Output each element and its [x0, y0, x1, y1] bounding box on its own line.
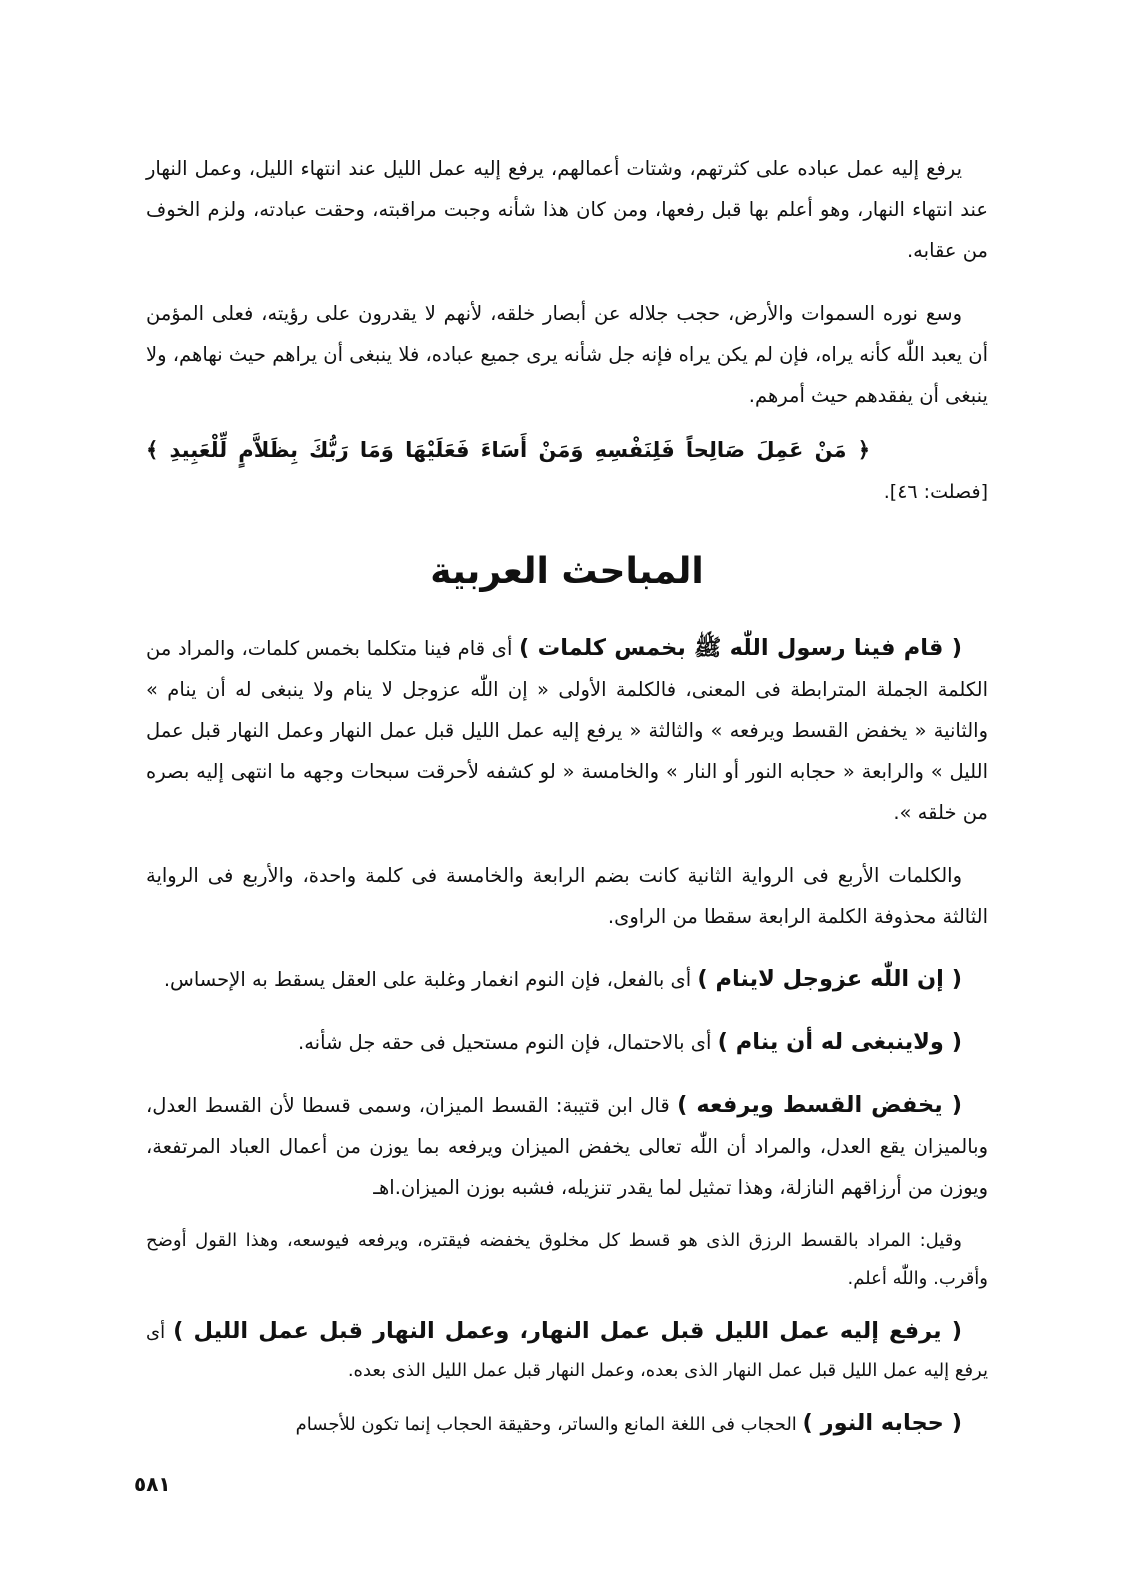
- paragraph-text: أى يرفع إليه عمل الليل قبل عمل النهار الذى بعده، وعمل النهار قبل عمل الليل الذى بعده.: [146, 1322, 988, 1381]
- paragraph-text: الحجاب فى اللغة المانع والساتر، وحقيقة الحجاب إنما تكون للأجسام: [295, 1414, 797, 1435]
- paragraph-text: أى بالاحتمال، فإن النوم مستحيل فى حقه جل شأنه.: [298, 1031, 712, 1054]
- paragraph: [146, 855, 988, 937]
- keyword-phrase: ( إن اللّٰه عزوجل لاينام ): [697, 966, 962, 992]
- paragraph: [146, 1222, 988, 1298]
- keyword-phrase: ( يرفع إليه عمل الليل قبل عمل النهار، وعمل النهار قبل عمل الليل ): [173, 1318, 963, 1344]
- keyword-phrase: ( يخفض القسط ويرفعه ): [677, 1092, 962, 1118]
- paragraph: [146, 1312, 988, 1390]
- section-heading: المباحث العربية: [430, 551, 704, 592]
- paragraph: [146, 293, 988, 416]
- verse-text: ﴿ مَنْ عَمِلَ صَالِحاً فَلِنَفْسِهِ وَمَنْ أَسَاءَ فَعَلَيْهَا وَمَا رَبُّكَ بِظَلاَّمٍ لِّلْعَبِيدِ ﴾: [146, 438, 870, 462]
- paragraph-text: وسع نوره السموات والأرض، حجب جلاله عن أبصار خلقه، لأنهم لا يقدرون على رؤيته، فعلى المؤمن أن يعبد اللّٰه كأنه يراه، فإن لم يكن يراه فإنه جل شأنه يرى جميع عباده، فلا ينبغى أن يراهم حيث نهاهم، ولا ينبغى أن يفقدهم حيث أمرهم.: [146, 302, 988, 407]
- quran-verse: [146, 430, 988, 513]
- paragraph-text: أى بالفعل، فإن النوم انغمار وغلبة على العقل يسقط به الإحساس.: [163, 968, 692, 991]
- paragraph: [146, 1022, 988, 1063]
- keyword-phrase: ( حجابه النور ): [802, 1410, 962, 1436]
- paragraph: [146, 1085, 988, 1208]
- page-number: ٥٨١: [134, 1472, 171, 1496]
- paragraph: [146, 628, 988, 833]
- paragraph: [146, 959, 988, 1000]
- paragraph: [146, 1404, 988, 1444]
- paragraph-text: يرفع إليه عمل عباده على كثرتهم، وشتات أعمالهم، يرفع إليه عمل الليل عند انتهاء الليل، وعمل النهار عند انتهاء النهار، وهو أعلم بها قبل رفعها، ومن كان هذا شأنه وجبت مراقبته، وحقت عبادته، ولزم الخوف من عقابه.: [146, 157, 988, 262]
- paragraph-text: وقيل: المراد بالقسط الرزق الذى هو قسط كل مخلوق يخفضه فيقتره، ويرفعه فيوسعه، وهذا القول أوضح وأقرب. واللّٰه أعلم.: [146, 1230, 988, 1289]
- keyword-phrase: ( قام فينا رسول اللّٰه ﷺ بخمس كلمات ): [519, 635, 962, 661]
- paragraph-text: قال ابن قتيبة: القسط الميزان، وسمى قسطا لأن القسط العدل، وبالميزان يقع العدل، والمراد أن اللّٰه تعالى يخفض الميزان ويرفعه بما يوزن من أعمال العباد المرتفعة، ويوزن من أرزاقهم النازلة، وهذا تمثيل لما يقدر تنزيله، فشبه بوزن الميزان.اهـ: [146, 1094, 988, 1199]
- paragraph: [146, 148, 988, 271]
- keyword-phrase: ( ولاينبغى له أن ينام ): [717, 1029, 962, 1055]
- paragraph-text: أى قام فينا متكلما بخمس كلمات، والمراد من الكلمة الجملة المترابطة فى المعنى، فالكلمة الأولى « إن اللّٰه عزوجل لا ينام ولا ينبغى له أن ينام » والثانية « يخفض القسط ويرفعه » والثالثة « يرفع إليه عمل الليل قبل عمل النهار وعمل النهار قبل عمل الليل » والرابعة « حجابه النور أو النار » والخامسة « لو كشفه لأحرقت سبحات وجهه ما انتهى إليه بصره من خلقه ».: [146, 637, 988, 824]
- paragraph-text: والكلمات الأربع فى الرواية الثانية كانت بضم الرابعة والخامسة فى كلمة واحدة، والأربع فى الرواية الثالثة محذوفة الكلمة الرابعة سقطا من الراوى.: [146, 864, 988, 928]
- verse-reference: [فصلت: ٤٦].: [883, 481, 988, 503]
